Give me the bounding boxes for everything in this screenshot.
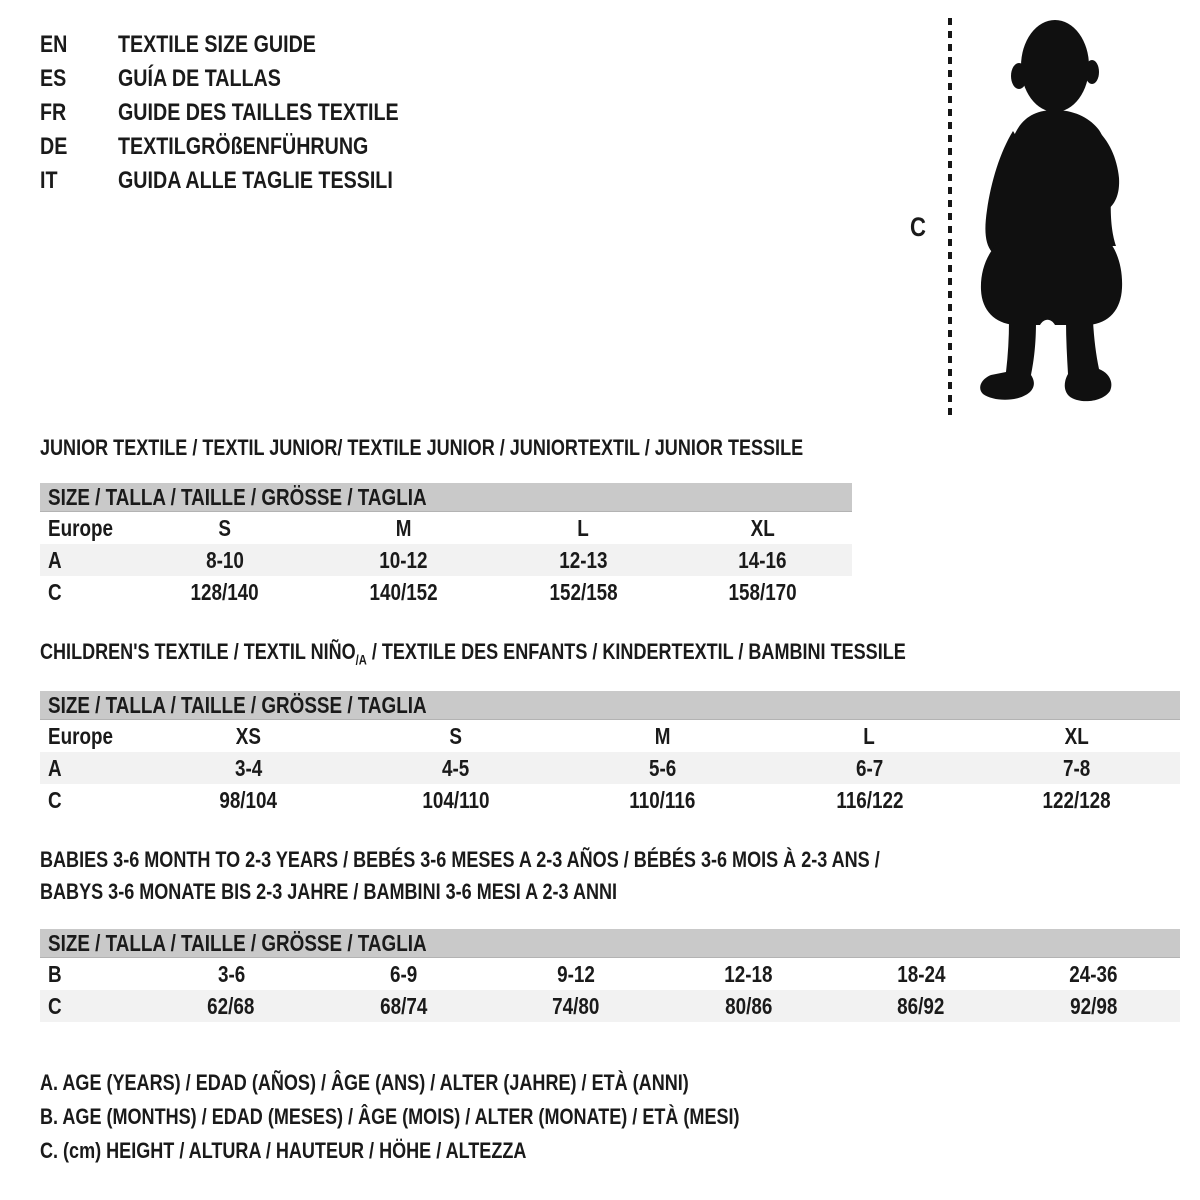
table-cell: Europe [48, 514, 113, 541]
table-cell: C [48, 992, 62, 1019]
table-cell: XL [750, 514, 775, 541]
legend-line-c: C. (cm) HEIGHT / ALTURA / HAUTEUR / HÖHE / ALTEZZA [40, 1138, 527, 1163]
table-cell: 158/170 [728, 578, 797, 605]
language-code: DE [40, 133, 68, 160]
table-cell: 98/104 [219, 786, 278, 813]
language-title: GUÍA DE TALLAS [118, 65, 281, 92]
junior-size-table [40, 483, 852, 608]
language-header [40, 28, 460, 198]
children-size-table [40, 691, 1180, 816]
language-row-de [40, 130, 460, 164]
table-cell: A [48, 546, 62, 573]
table-cell: 8-10 [205, 546, 244, 573]
table-cell: 7-8 [1062, 754, 1091, 781]
language-code: ES [40, 65, 67, 92]
table-cell: 3-4 [234, 754, 263, 781]
legend-line-b: B. AGE (MONTHS) / EDAD (MESES) / ÂGE (MOIS) / ALTER (MONATE) / ETÀ (MESI) [40, 1104, 740, 1129]
language-title: TEXTILE SIZE GUIDE [118, 31, 316, 58]
nino-a-subscript: /A [355, 652, 367, 668]
table-cell: 6-7 [855, 754, 884, 781]
table-cell: 110/116 [629, 786, 696, 813]
measure-label-c: C [910, 212, 926, 242]
table-cell: B [48, 960, 62, 987]
language-title: GUIDE DES TAILLES TEXTILE [118, 99, 399, 126]
table-cell: 74/80 [552, 992, 600, 1019]
babies-section-heading: BABIES 3-6 MONTH TO 2-3 YEARS / BEBÉS 3-6 MESES A 2-3 AÑOS / BÉBÉS 3-6 MOIS À 2-3 ANS / BABYS 3-6 MONATE BIS 2-3 JAHRE / BAMBINI 3-6 MESI A 2-3 ANNI [40, 847, 880, 904]
table-cell: 140/152 [369, 578, 438, 605]
table-cell: 10-12 [379, 546, 428, 573]
size-table-header-bar: SIZE / TALLA / TAILLE / GRÖSSE / TAGLIA [40, 929, 1180, 958]
height-measure-dashed-line [948, 18, 952, 416]
size-table-header-bar: SIZE / TALLA / TAILLE / GRÖSSE / TAGLIA [40, 483, 852, 512]
language-title: GUIDA ALLE TAGLIE TESSILI [118, 167, 393, 194]
table-cell: 12-18 [724, 960, 773, 987]
table-cell: 152/158 [549, 578, 618, 605]
table-cell: 86/92 [897, 992, 945, 1019]
table-row-height [40, 784, 1180, 816]
table-cell: L [863, 722, 876, 749]
table-cell: S [218, 514, 231, 541]
language-row-it [40, 164, 460, 198]
language-row-es [40, 62, 460, 96]
size-table-header-bar: SIZE / TALLA / TAILLE / GRÖSSE / TAGLIA [40, 691, 1180, 720]
table-cell: 116/122 [835, 786, 904, 813]
language-row-en [40, 28, 460, 62]
legend-line-a: A. AGE (YEARS) / EDAD (AÑOS) / ÂGE (ANS) / ALTER (JAHRE) / ETÀ (ANNI) [40, 1070, 689, 1095]
language-code: IT [40, 167, 58, 194]
table-row-height [40, 990, 1180, 1022]
table-cell: 68/74 [380, 992, 428, 1019]
table-cell: C [48, 786, 62, 813]
table-cell: 14-16 [738, 546, 787, 573]
toddler-silhouette-icon [966, 14, 1140, 420]
table-cell: 4-5 [441, 754, 470, 781]
table-cell: L [577, 514, 589, 541]
table-cell: 24-36 [1069, 960, 1118, 987]
table-cell: S [449, 722, 462, 749]
table-cell: 62/68 [207, 992, 255, 1019]
table-cell: XL [1064, 722, 1089, 749]
table-cell: 5-6 [648, 754, 677, 781]
table-row-age [40, 752, 1180, 784]
table-cell: 104/110 [421, 786, 490, 813]
table-row-height [40, 576, 852, 608]
table-cell: M [654, 722, 671, 749]
language-row-fr [40, 96, 460, 130]
table-row-age-months [40, 958, 1180, 990]
table-cell: 3-6 [217, 960, 245, 987]
table-cell: 6-9 [390, 960, 418, 987]
table-cell: 9-12 [557, 960, 596, 987]
table-row-age [40, 544, 852, 576]
language-code: FR [40, 99, 67, 126]
language-title: TEXTILGRÖßENFÜHRUNG [118, 133, 369, 160]
table-cell: 18-24 [897, 960, 946, 987]
table-cell: M [396, 514, 412, 541]
table-cell: 128/140 [190, 578, 259, 605]
babies-size-table [40, 929, 1180, 1022]
language-code: EN [40, 31, 68, 58]
table-row-europe [40, 720, 1180, 752]
table-cell: A [48, 754, 62, 781]
junior-section-heading: JUNIOR TEXTILE / TEXTIL JUNIOR/ TEXTILE JUNIOR / JUNIORTEXTIL / JUNIOR TESSILE [40, 435, 804, 460]
children-section-heading: CHILDREN'S TEXTILE / TEXTIL $NIÑO_{/A}$ / TEXTILE DES ENFANTS / KINDERTEXTIL / BAMBINI TESSILE [40, 639, 906, 668]
table-cell: 122/128 [1042, 786, 1111, 813]
table-cell: 12-13 [558, 546, 608, 573]
table-cell: XS [235, 722, 262, 749]
table-cell: C [48, 578, 62, 605]
table-row-europe [40, 512, 852, 544]
table-cell: Europe [48, 722, 113, 749]
table-cell: 80/86 [725, 992, 773, 1019]
measurement-legend [40, 1066, 893, 1168]
table-cell: 92/98 [1070, 992, 1118, 1019]
